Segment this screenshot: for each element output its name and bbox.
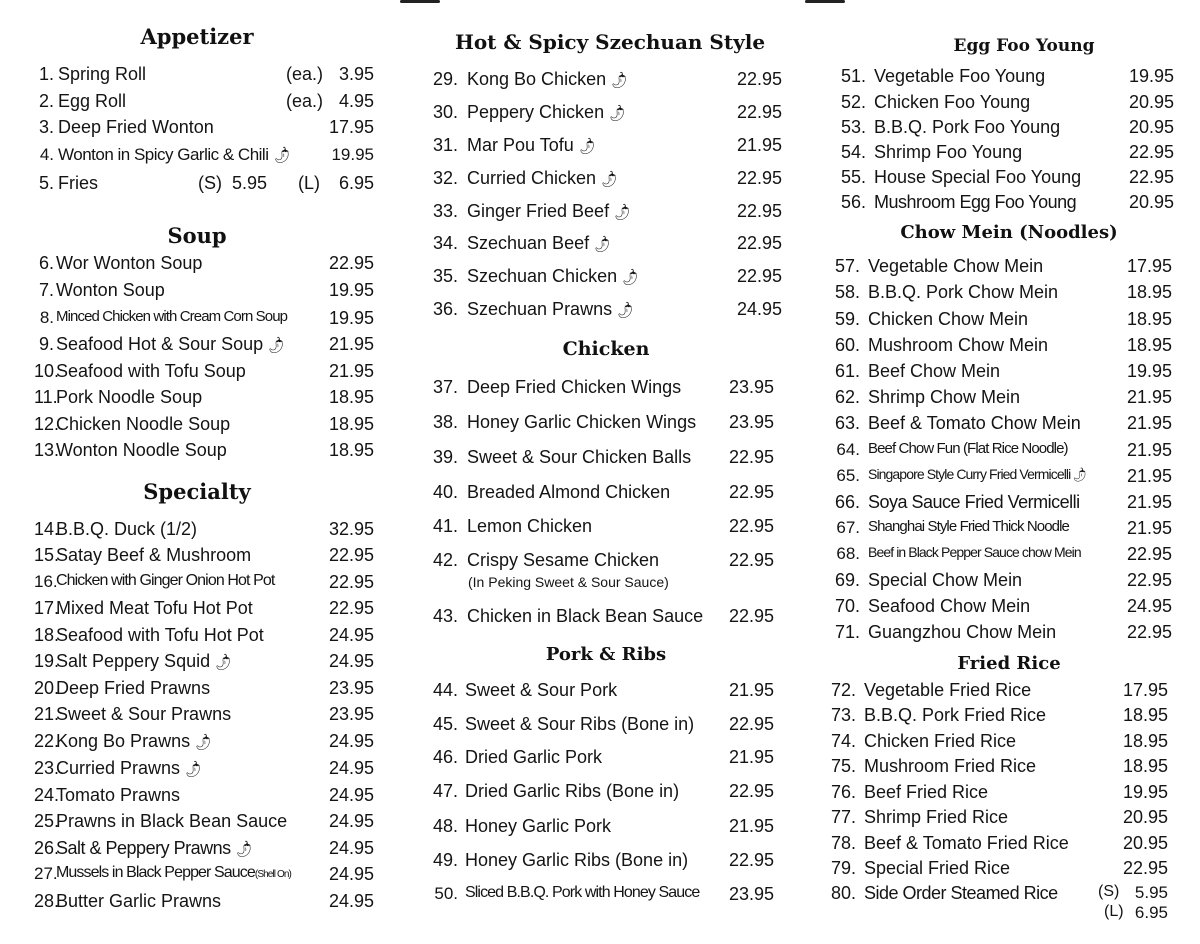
menu-item: 29. Kong Bo Chicken 🌶 22.95 — [432, 69, 782, 91]
menu-item: 72. Vegetable Fried Rice 17.95 — [830, 680, 1168, 700]
menu-item: 19. Salt Peppery Squid 🌶 24.95 — [34, 651, 374, 673]
section-title-pork-ribs: Pork & Ribs — [545, 644, 667, 665]
menu-item: 4. Wonton in Spicy Garlic & Chili 🌶 19.95 — [39, 144, 374, 166]
menu-item: 57. Vegetable Chow Mein 17.95 — [834, 256, 1172, 276]
menu-item: 48. Honey Garlic Pork 21.95 — [432, 816, 774, 836]
menu-item: 44. Sweet & Sour Pork 21.95 — [432, 680, 774, 700]
menu-item: 23. Curried Prawns 🌶 24.95 — [34, 758, 374, 780]
menu-item: 6. Wor Wonton Soup 22.95 — [38, 253, 374, 273]
menu-item: 15. Satay Beef & Mushroom 22.95 — [34, 545, 374, 565]
menu-item: 38. Honey Garlic Chicken Wings 23.95 — [432, 412, 774, 432]
menu-item: 16. Chicken with Ginger Onion Hot Pot 22.95 — [34, 572, 374, 592]
menu-item: 61. Beef Chow Mein 19.95 — [834, 361, 1172, 381]
menu-item: 73. B.B.Q. Pork Fried Rice 18.95 — [830, 705, 1168, 725]
pepper-icon: 🌶 — [597, 168, 620, 190]
menu-item: 54. Shrimp Foo Young 22.95 — [840, 142, 1174, 162]
section-title-fried-rice: Fried Rice — [957, 653, 1061, 674]
menu-item: 66. Soya Sauce Fried Vermicelli 21.95 — [834, 492, 1172, 512]
menu-item: 51. Vegetable Foo Young 19.95 — [840, 66, 1174, 86]
pepper-icon: 🌶 — [191, 731, 214, 753]
menu-item: 12. Chicken Noodle Soup 18.95 — [34, 414, 374, 434]
menu-item: 33. Ginger Fried Beef 🌶 22.95 — [432, 201, 782, 223]
menu-item: 80. Side Order Steamed Rice (S) 5.95 — [830, 883, 1168, 903]
section-title-szechuan: Hot & Spicy Szechuan Style — [454, 30, 766, 54]
pepper-icon: 🌶 — [613, 299, 636, 321]
menu-item: 75. Mushroom Fried Rice 18.95 — [830, 756, 1168, 776]
menu-column-1 — [34, 0, 380, 944]
menu-item: 46. Dried Garlic Pork 21.95 — [432, 747, 774, 767]
menu-item: 27. Mussels in Black Pepper Sauce(Shell On) 24.95 — [34, 864, 374, 884]
menu-item: 39. Sweet & Sour Chicken Balls 22.95 — [432, 447, 774, 467]
pepper-icon: 🌶 — [181, 758, 204, 780]
menu-item: 77. Shrimp Fried Rice 20.95 — [830, 807, 1168, 827]
menu-item: 26. Salt & Peppery Prawns 🌶 24.95 — [34, 838, 374, 860]
pepper-icon: 🌶 — [211, 651, 234, 673]
menu-item: 22. Kong Bo Prawns 🌶 24.95 — [34, 731, 374, 753]
menu-item: 20. Deep Fried Prawns 23.95 — [34, 678, 374, 698]
menu-item: 70. Seafood Chow Mein 24.95 — [834, 596, 1172, 616]
menu-item: 52. Chicken Foo Young 20.95 — [840, 92, 1174, 112]
menu-item: 21. Sweet & Sour Prawns 23.95 — [34, 704, 374, 724]
section-title-specialty: Specialty — [143, 479, 251, 504]
menu-item: 37. Deep Fried Chicken Wings 23.95 — [432, 377, 774, 397]
menu-item: 60. Mushroom Chow Mein 18.95 — [834, 335, 1172, 355]
menu-item: 40. Breaded Almond Chicken 22.95 — [432, 482, 774, 502]
menu-item: 45. Sweet & Sour Ribs (Bone in) 22.95 — [432, 714, 774, 734]
menu-column-2 — [430, 0, 790, 944]
menu-item: 1. Spring Roll (ea.) 3.95 — [38, 64, 374, 84]
menu-item: 11. Pork Noodle Soup 18.95 — [34, 387, 374, 407]
menu-item: 69. Special Chow Mein 22.95 — [834, 570, 1172, 590]
menu-item: 30. Peppery Chicken 🌶 22.95 — [432, 102, 782, 124]
menu-item: 25. Prawns in Black Bean Sauce 24.95 — [34, 811, 374, 831]
pepper-icon: 🌶 — [605, 102, 628, 124]
menu-item: 42. Crispy Sesame Chicken 22.95 — [432, 550, 774, 570]
menu-item: 28. Butter Garlic Prawns 24.95 — [34, 891, 374, 911]
menu-item: 17. Mixed Meat Tofu Hot Pot 22.95 — [34, 598, 374, 618]
menu-item: 56. Mushroom Egg Foo Young 20.95 — [840, 192, 1174, 212]
menu-item-large-size: (L) 6.95 — [1104, 903, 1168, 922]
pepper-icon: 🌶 — [1070, 465, 1089, 485]
menu-item: 68. Beef in Black Pepper Sauce chow Mein 22.95 — [836, 544, 1172, 564]
menu-item: 43. Chicken in Black Bean Sauce 22.95 — [432, 606, 774, 626]
section-title-chicken: Chicken — [562, 338, 650, 360]
menu-item: 2. Egg Roll (ea.) 4.95 — [38, 91, 374, 111]
pepper-icon: 🌶 — [270, 144, 292, 166]
menu-item: 18. Seafood with Tofu Hot Pot 24.95 — [34, 625, 374, 645]
pepper-icon: 🌶 — [232, 838, 254, 860]
menu-item: 34. Szechuan Beef 🌶 22.95 — [432, 233, 782, 255]
menu-item: 47. Dried Garlic Ribs (Bone in) 22.95 — [432, 781, 774, 801]
menu-item: 74. Chicken Fried Rice 18.95 — [830, 731, 1168, 751]
section-title-soup: Soup — [167, 223, 227, 248]
menu-item: 14. B.B.Q. Duck (1/2) 32.95 — [34, 519, 374, 539]
menu-item: 36. Szechuan Prawns 🌶 24.95 — [432, 299, 782, 321]
menu-item: 63. Beef & Tomato Chow Mein 21.95 — [834, 413, 1172, 433]
pepper-icon: 🌶 — [575, 135, 598, 157]
menu-item: 9. Seafood Hot & Sour Soup 🌶 21.95 — [38, 334, 374, 356]
menu-item: 50. Sliced B.B.Q. Pork with Honey Sauce 23.95 — [434, 884, 774, 904]
menu-item: 41. Lemon Chicken 22.95 — [432, 516, 774, 536]
menu-item: 31. Mar Pou Tofu 🌶 21.95 — [432, 135, 782, 157]
pepper-icon: 🌶 — [618, 266, 641, 288]
menu-item: 58. B.B.Q. Pork Chow Mein 18.95 — [834, 282, 1172, 302]
menu-item: 24. Tomato Prawns 24.95 — [34, 785, 374, 805]
menu-column-3 — [826, 0, 1182, 944]
menu-item: 7. Wonton Soup 19.95 — [38, 280, 374, 300]
section-title-appetizer: Appetizer — [140, 24, 254, 49]
menu-item: 8. Minced Chicken with Cream Corn Soup 19.95 — [39, 308, 374, 328]
menu-item: 13. Wonton Noodle Soup 18.95 — [34, 440, 374, 460]
menu-item: 3. Deep Fried Wonton 17.95 — [38, 117, 374, 137]
pepper-icon: 🌶 — [264, 334, 287, 356]
menu-item-note: (In Peking Sweet & Sour Sauce) — [468, 574, 669, 590]
menu-item: 59. Chicken Chow Mein 18.95 — [834, 309, 1172, 329]
section-title-chow-mein: Chow Mein (Noodles) — [900, 222, 1118, 243]
menu-item: 10. Seafood with Tofu Soup 21.95 — [34, 361, 374, 381]
menu-item: 53. B.B.Q. Pork Foo Young 20.95 — [840, 117, 1174, 137]
menu-item: 71. Guangzhou Chow Mein 22.95 — [834, 622, 1172, 642]
menu-item: 65. Singapore Style Curry Fried Vermicelli🌶 21.95 — [836, 465, 1172, 486]
menu-item: 79. Special Fried Rice 22.95 — [830, 858, 1168, 878]
pepper-icon: 🌶 — [590, 233, 613, 255]
pepper-icon: 🌶 — [610, 201, 633, 223]
section-title-egg-foo-young: Egg Foo Young — [953, 36, 1095, 56]
menu-item: 78. Beef & Tomato Fried Rice 20.95 — [830, 833, 1168, 853]
menu-item: 32. Curried Chicken 🌶 22.95 — [432, 168, 782, 190]
menu-item: 62. Shrimp Chow Mein 21.95 — [834, 387, 1172, 407]
menu-item: 67. Shanghai Style Fried Thick Noodle 21.95 — [836, 518, 1172, 538]
pepper-icon: 🌶 — [607, 69, 630, 91]
menu-item: 35. Szechuan Chicken 🌶 22.95 — [432, 266, 782, 288]
menu-item: 55. House Special Foo Young 22.95 — [840, 167, 1174, 187]
menu-item: 76. Beef Fried Rice 19.95 — [830, 782, 1168, 802]
menu-item: 49. Honey Garlic Ribs (Bone in) 22.95 — [432, 850, 774, 870]
menu-item: 5. Fries (S) 5.95 (L) 6.95 — [38, 173, 374, 193]
menu-item: 64. Beef Chow Fun (Flat Rice Noodle) 21.95 — [836, 440, 1172, 460]
